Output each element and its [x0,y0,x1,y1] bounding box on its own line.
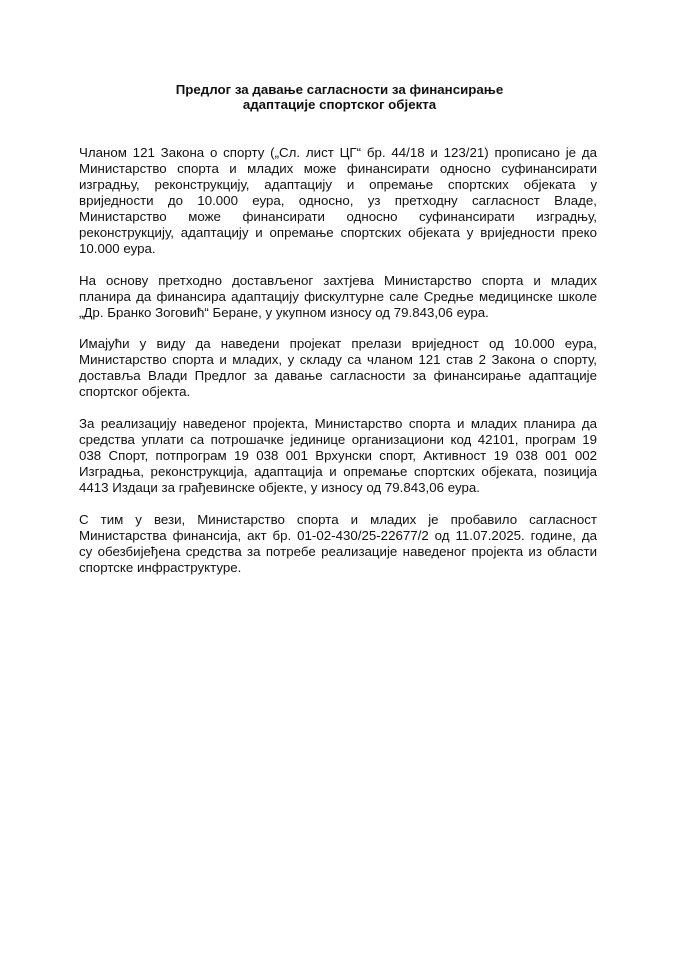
paragraph-line: спортске инфраструктуре. [79,560,242,575]
paragraph-5 [79,512,597,576]
paragraph-line: планира да финансира адаптацију фискултурне сале Средње медицинске школе [79,289,597,304]
paragraph-line: реконструкцију, адаптацију и опремање спортских објеката у вриједности преко [79,225,597,240]
paragraph-1 [79,145,597,257]
document-title [0,82,679,112]
paragraph-line: су обезбијеђена средства за потребе реализације наведеног пројекта из области [79,544,597,559]
paragraph-line: 038 Спорт, потпрограм 19 038 001 Врхунски спорт, Активност 19 038 001 002 [79,448,597,463]
paragraph-line: вриједности до 10.000 еура, односно, уз претходну сагласност Владе, [79,193,597,208]
paragraph-line: Министарства финансија, акт бр. 01-02-430/25-22677/2 од 11.07.2025. године, да [79,528,597,543]
paragraph-line: Имајући у виду да наведени пројекат прелази вриједност од 10.000 еура, [79,336,597,351]
paragraph-line: Министарство може финансирати односно суфинансирати изградњу, [79,209,597,224]
paragraph-line: На основу претходно достављеног захтјева Министарство спорта и младих [79,273,597,288]
paragraph-line: Чланом 121 Закона о спорту („Сл. лист ЦГ“ бр. 44/18 и 123/21) прописано је да [79,145,597,160]
paragraph-2 [79,273,597,321]
title-line: Предлог за давање сагласности за финансирање [175,82,504,97]
title-line: адаптације спортског објекта [242,97,437,112]
paragraph-line: доставља Влади Предлог за давање сагласности за финансирање адаптације [79,368,597,383]
paragraph-line: 10.000 еура. [79,241,156,256]
paragraph-line: изградњу, реконструкцију, адаптацију и опремање спортских објеката у [79,177,597,192]
paragraph-line: С тим у вези, Министарство спорта и младих је пробавило сагласност [79,512,597,527]
paragraph-line: Изградња, реконструкција, адаптација и опремање спортских објеката, позиција [79,464,597,479]
paragraph-line: спортског објекта. [79,384,191,399]
paragraph-line: Министарство спорта и младих, у складу са чланом 121 став 2 Закона о спорту, [79,352,597,367]
paragraph-line: 4413 Издаци за грађевинске објекте, у износу од 79.843,06 еура. [79,480,480,495]
paragraph-4 [79,416,597,496]
paragraph-line: За реализацију наведеног пројекта, Министарство спорта и младих планира да [79,416,597,431]
paragraph-line: средства уплати са потрошачке јединице организациони код 42101, програм 19 [79,432,597,447]
paragraph-line: „Др. Бранко Зоговић“ Беране, у укупном износу од 79.843,06 еура. [79,305,489,320]
paragraph-3 [79,336,597,400]
paragraph-line: Министарство спорта и младих може финансирати односно суфинансирати [79,161,597,176]
